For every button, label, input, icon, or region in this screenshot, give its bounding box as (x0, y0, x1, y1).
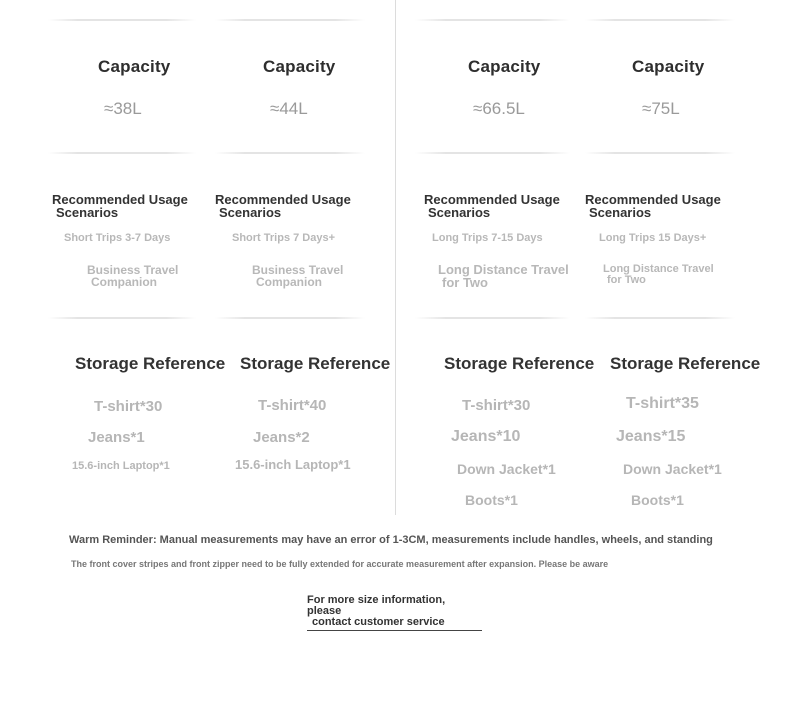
storage-title-3: Storage Reference (444, 354, 595, 373)
companion-line2: Companion (256, 275, 322, 289)
companion-2 (252, 264, 343, 288)
companion-line2: Companion (91, 275, 157, 289)
usage-title-line1: Recommended Usage (424, 192, 560, 207)
usage-title-line1: Recommended Usage (215, 192, 351, 207)
divider-top-left-1 (48, 19, 196, 21)
measurement-note: The front cover stripes and front zipper need to be fully extended for accurate measurement after expansion. Please be aware (71, 559, 609, 569)
storage-title-4: Storage Reference (610, 354, 761, 373)
usage-title-line2: Scenarios (56, 205, 119, 220)
storage-item: T-shirt*40 (258, 397, 327, 414)
warm-reminder: Warm Reminder: Manual measurements may have an error of 1-3CM, measurements include handles, wheels, and standing (69, 534, 713, 546)
storage-item: 15.6-inch Laptop*1 (235, 457, 351, 472)
divider-mid-right-1 (415, 152, 570, 154)
capacity-value-3: ≈66.5L (473, 99, 525, 118)
usage-title-4 (585, 193, 755, 219)
divider-low-left-2 (215, 317, 365, 319)
usage-title-line1: Recommended Usage (585, 192, 721, 207)
usage-scenario-1: Short Trips 3-7 Days (64, 232, 171, 244)
companion-line1: Long Distance Travel (603, 263, 714, 275)
center-vertical-divider (395, 0, 396, 515)
capacity-title-3: Capacity (468, 57, 541, 76)
storage-item: T-shirt*35 (626, 395, 699, 412)
divider-mid-left-2 (215, 152, 365, 154)
contact-line1: For more size information, please (307, 594, 446, 617)
companion-4 (603, 264, 714, 286)
divider-low-right-2 (585, 317, 735, 319)
storage-title-1: Storage Reference (75, 354, 226, 373)
storage-item: Jeans*2 (253, 429, 310, 446)
divider-mid-right-2 (585, 152, 735, 154)
divider-top-right-2 (585, 19, 735, 21)
companion-line2: for Two (442, 275, 488, 290)
capacity-value-4: ≈75L (642, 99, 680, 118)
usage-title-line2: Scenarios (589, 205, 652, 220)
companion-line1: Long Distance Travel (438, 262, 569, 277)
storage-item: 15.6-inch Laptop*1 (72, 460, 170, 472)
contact-line2: contact customer service (312, 616, 445, 628)
divider-mid-left-1 (48, 152, 196, 154)
usage-title-1 (52, 193, 222, 219)
capacity-title-2: Capacity (263, 57, 336, 76)
usage-scenario-3: Long Trips 7-15 Days (432, 232, 543, 244)
companion-line1: Business Travel (87, 263, 179, 277)
usage-title-line2: Scenarios (428, 205, 491, 220)
companion-line1: Business Travel (252, 263, 344, 277)
divider-low-right-1 (415, 317, 570, 319)
storage-item: Jeans*10 (451, 428, 521, 445)
storage-item: T-shirt*30 (94, 398, 163, 415)
usage-title-line2: Scenarios (219, 205, 282, 220)
usage-title-2 (215, 193, 385, 219)
storage-title-2: Storage Reference (240, 354, 391, 373)
companion-3 (438, 263, 569, 289)
storage-item: Down Jacket*1 (623, 461, 722, 477)
storage-item: Boots*1 (631, 492, 684, 508)
storage-item: Jeans*15 (616, 428, 686, 445)
companion-1 (87, 264, 178, 288)
capacity-title-1: Capacity (98, 57, 171, 76)
divider-low-left-1 (48, 317, 196, 319)
companion-line2: for Two (607, 274, 646, 286)
capacity-title-4: Capacity (632, 57, 705, 76)
storage-item: T-shirt*30 (462, 397, 531, 414)
usage-title-line1: Recommended Usage (52, 192, 188, 207)
storage-item: Jeans*1 (88, 429, 145, 446)
divider-top-right-1 (415, 19, 570, 21)
capacity-value-2: ≈44L (270, 99, 308, 118)
capacity-value-1: ≈38L (104, 99, 142, 118)
usage-scenario-4: Long Trips 15 Days+ (599, 232, 707, 244)
contact-customer-service-link[interactable] (307, 595, 482, 631)
usage-scenario-2: Short Trips 7 Days+ (232, 232, 336, 244)
divider-top-left-2 (215, 19, 365, 21)
usage-title-3 (424, 193, 594, 219)
storage-item: Boots*1 (465, 492, 518, 508)
storage-item: Down Jacket*1 (457, 461, 556, 477)
